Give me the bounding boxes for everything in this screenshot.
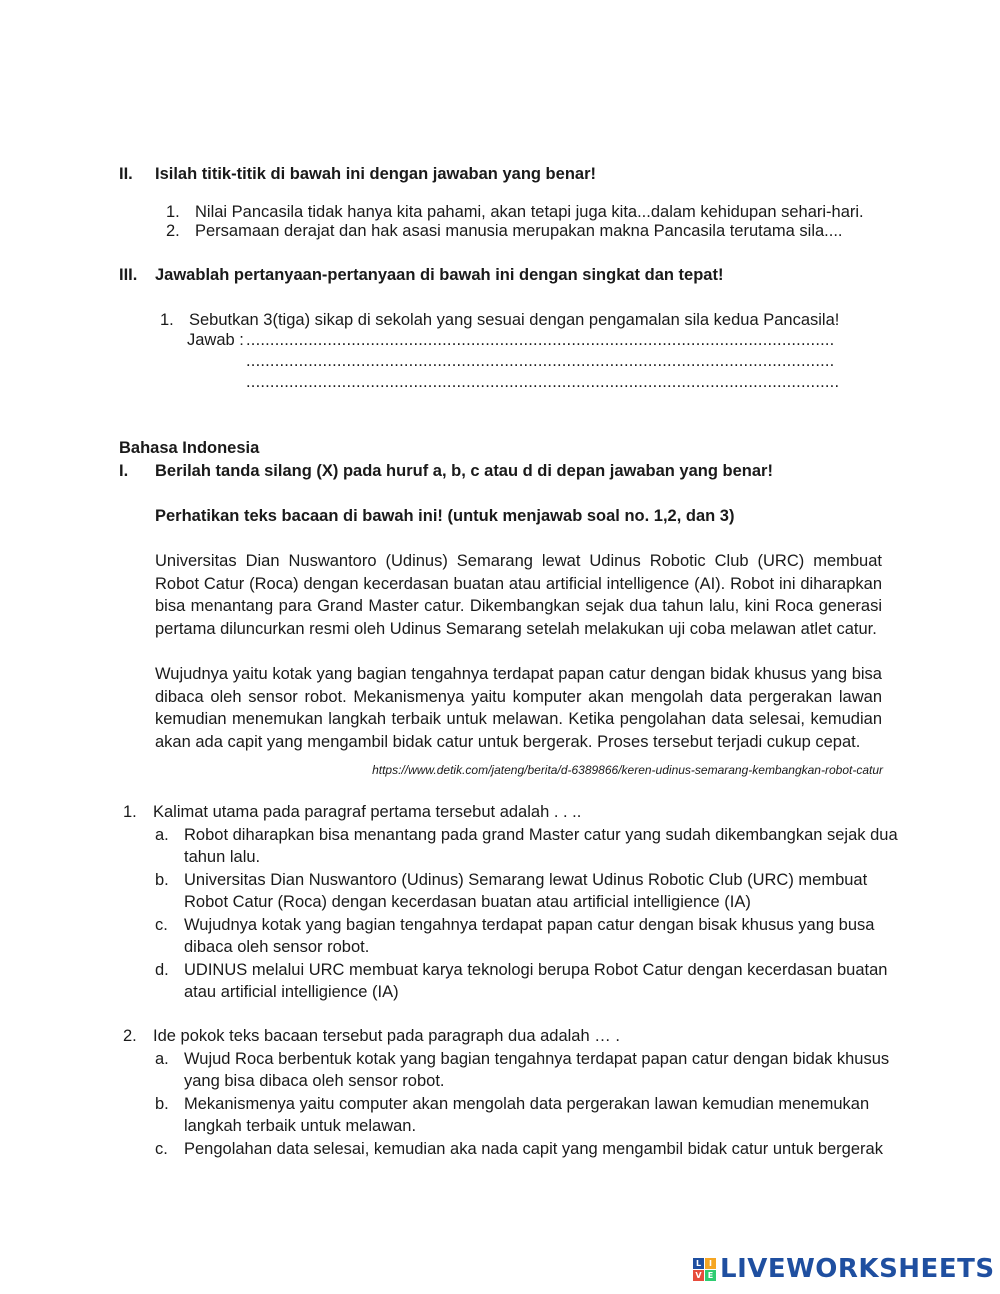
question-2-option-b-line-1[interactable]: Mekanismenya yaitu computer akan mengolah data pergerakan lawan kemudian menemukan [184,1095,870,1113]
reading-paragraph-2: Wujudnya yaitu kotak yang bagian tengahnya terdapat papan catur dengan bidak khusus yang bisa dibaca oleh sensor robot. Mekanismenya yaitu komputer akan mengolah data pergerakan lawan kemudian menemukan langkah terbaik untuk melawan. Ketika pengolahan data selesai, kemudian akan ada capit yang mengambil bidak catur untuk bergerak. Proses tersebut terjadi cukup cepat. [155,665,882,751]
question-1-option-b-line-2[interactable]: Robot Catur (Roca) dengan kecerdasan buatan atau artificial intelligience (IA) [184,893,751,911]
question-1-option-c-line-1[interactable]: Wujudnya kotak yang bagian tengahnya terdapat papan catur dengan bisak khusus yang busa [184,916,875,934]
reading-instruction: Perhatikan teks bacaan di bawah ini! (untuk menjawab soal no. 1,2, dan 3) [155,507,735,525]
section-2-item-2-text: Persamaan derajat dan hak asasi manusia merupakan makna Pancasila terutama sila.... [195,222,843,240]
question-1-text: Kalimat utama pada paragraf pertama tersebut adalah . . .. [153,803,582,821]
logo-block-v: V [693,1270,704,1281]
section-2-item-1-number: 1. [166,203,180,221]
question-2-option-b-letter[interactable]: b. [155,1095,169,1113]
logo-block-i: I [705,1258,716,1269]
answer-line-1[interactable]: ........................................................................................................................... [246,331,835,349]
section-3-question-number: 1. [160,311,174,329]
liveworksheets-logo [693,1254,995,1284]
section-2-title: Isilah titik-titik di bawah ini dengan jawaban yang benar! [155,165,596,183]
logo-blocks-icon [693,1258,716,1281]
question-2-option-a-line-1[interactable]: Wujud Roca berbentuk kotak yang bagian tengahnya terdapat papan catur dengan bidak khusus [184,1050,890,1068]
question-1-option-a-line-1[interactable]: Robot diharapkan bisa menantang pada grand Master catur yang sudah dikembangkan sejak dua [184,826,898,844]
section-2-number: II. [119,165,133,183]
answer-label: Jawab : [187,331,244,349]
question-2-option-a-line-2[interactable]: yang bisa dibaca oleh sensor robot. [184,1072,445,1090]
source-citation: https://www.detik.com/jateng/berita/d-6389866/keren-udinus-semarang-kembangkan-robot-catur [372,763,883,777]
logo-block-l: L [693,1258,704,1269]
answer-line-3[interactable]: ............................................................................................................................ [246,373,840,391]
answer-line-2[interactable]: ........................................................................................................................... [246,352,835,370]
section-3-number: III. [119,266,138,284]
logo-block-e: E [705,1270,716,1281]
question-1-number: 1. [123,803,137,821]
question-1-option-a-line-2[interactable]: tahun lalu. [184,848,261,866]
question-2-option-c-line-1[interactable]: Pengolahan data selesai, kemudian aka nada capit yang mengambil bidak catur untuk bergerak [184,1140,883,1158]
question-1-option-b-letter[interactable]: b. [155,871,169,889]
question-1-option-d-line-2[interactable]: atau artificial intelligience (IA) [184,983,399,1001]
question-1-option-a-letter[interactable]: a. [155,826,169,844]
section-3-title: Jawablah pertanyaan-pertanyaan di bawah ini dengan singkat dan tepat! [155,266,724,284]
question-1-option-d-line-1[interactable]: UDINUS melalui URC membuat karya teknologi berupa Robot Catur dengan kecerdasan buatan [184,961,888,979]
question-2-text: Ide pokok teks bacaan tersebut pada paragraph dua adalah … . [153,1027,620,1045]
bahasa-section-title: Berilah tanda silang (X) pada huruf a, b, c atau d di depan jawaban yang benar! [155,462,773,480]
question-2-number: 2. [123,1027,137,1045]
question-1-option-c-line-2[interactable]: dibaca oleh sensor robot. [184,938,370,956]
question-2-option-b-line-2[interactable]: langkah terbaik untuk melawan. [184,1117,417,1135]
bahasa-section-number: I. [119,462,129,480]
question-1-option-b-line-1[interactable]: Universitas Dian Nuswantoro (Udinus) Semarang lewat Udinus Robotic Club (URC) membuat [184,871,868,889]
question-1-option-d-letter[interactable]: d. [155,961,169,979]
section-3-question-text: Sebutkan 3(tiga) sikap di sekolah yang sesuai dengan pengamalan sila kedua Pancasila! [189,311,840,329]
section-2-item-1-text: Nilai Pancasila tidak hanya kita pahami, akan tetapi juga kita...dalam kehidupan sehari-hari. [195,203,864,221]
logo-text: LIVEWORKSHEETS [720,1254,995,1284]
question-1-option-c-letter[interactable]: c. [155,916,168,934]
subject-heading: Bahasa Indonesia [119,439,260,457]
reading-paragraph-1: Universitas Dian Nuswantoro (Udinus) Semarang lewat Udinus Robotic Club (URC) membuat Robot Catur (Roca) dengan kecerdasan buatan atau artificial intelligence (AI). Robot ini diharapkan bisa menantang para Grand Master catur. Dikembangkan sejak dua tahun lalu, kini Roca generasi pertama diluncurkan resmi oleh Udinus Semarang setelah melakukan uji coba melawan atlet catur. [155,552,882,638]
question-2-option-c-letter[interactable]: c. [155,1140,168,1158]
section-2-item-2-number: 2. [166,222,180,240]
question-2-option-a-letter[interactable]: a. [155,1050,169,1068]
